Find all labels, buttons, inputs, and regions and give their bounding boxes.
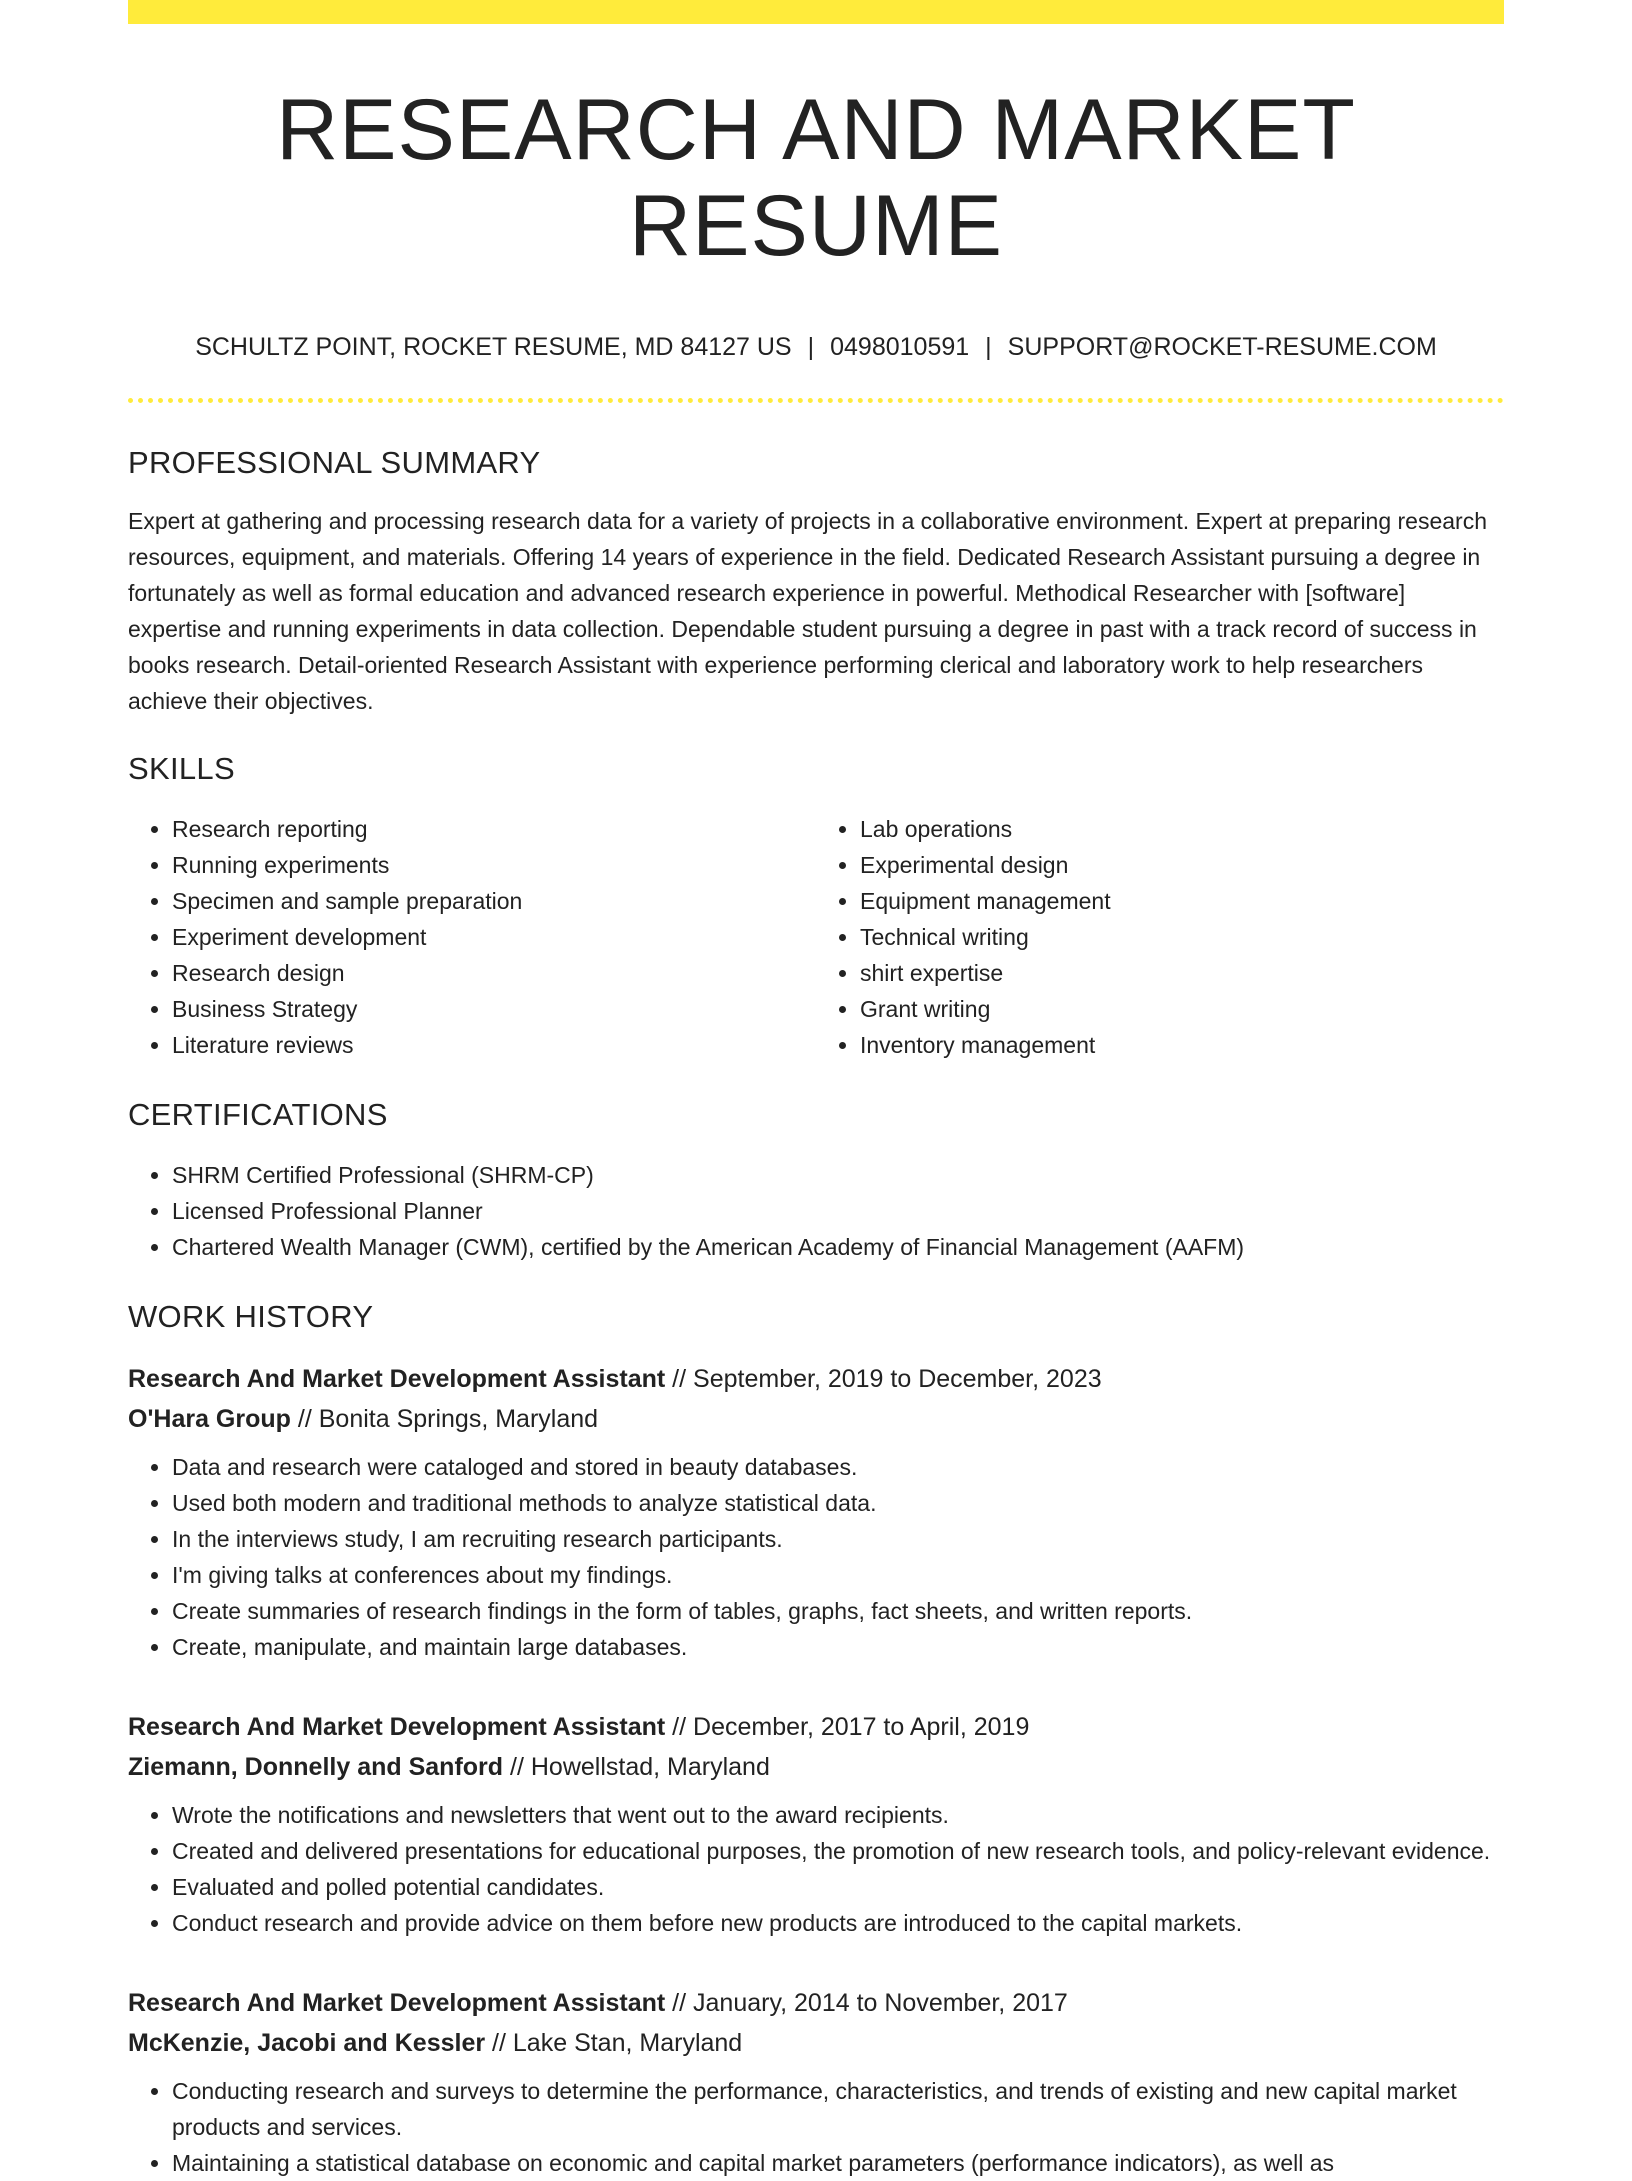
skill-item: • Grant writing	[860, 991, 1504, 1027]
summary-heading: PROFESSIONAL SUMMARY	[128, 445, 541, 480]
job-bullet: • Create summaries of research findings in the form of tables, graphs, fact sheets, and written reports.	[172, 1593, 1504, 1629]
skills-heading: SKILLS	[128, 751, 235, 786]
job-role: Research And Market Development Assistant	[128, 1365, 666, 1393]
skill-item: • Research design	[172, 955, 816, 991]
contact-line	[128, 332, 1504, 362]
resume-content	[128, 0, 1504, 2181]
skill-item: • Experimental design	[860, 847, 1504, 883]
job-separator: //	[672, 1989, 687, 2017]
job-bullet: • Create, manipulate, and maintain large databases.	[172, 1629, 1504, 1665]
dotted-divider	[128, 398, 1504, 403]
job-bullet: • Used both modern and traditional methods to analyze statistical data.	[172, 1485, 1504, 1521]
certifications-list	[128, 1157, 1504, 1265]
job-role: Research And Market Development Assistant	[128, 1713, 666, 1741]
certification-item: • Licensed Professional Planner	[172, 1193, 1504, 1229]
skill-item: • Equipment management	[860, 883, 1504, 919]
job-company: Ziemann, Donnelly and Sanford	[128, 1753, 504, 1781]
job-dates: September, 2019 to December, 2023	[693, 1365, 1102, 1393]
job-role: Research And Market Development Assistant	[128, 1989, 666, 2017]
job-location: Howellstad, Maryland	[530, 1753, 770, 1781]
resume-title: RESEARCH AND MARKET RESUME	[276, 82, 1356, 274]
skill-item: • Lab operations	[860, 811, 1504, 847]
job-bullet: • Wrote the notifications and newsletters that went out to the award recipients.	[172, 1797, 1504, 1833]
job-title-line	[128, 1359, 1504, 1399]
job-separator: //	[672, 1365, 687, 1393]
job-entry	[128, 1359, 1504, 1665]
job-bullet: • Conducting research and surveys to determine the performance, characteristics, and trends of existing and new capital market products and services.	[172, 2073, 1504, 2145]
job-separator: //	[510, 1753, 524, 1781]
job-dates: January, 2014 to November, 2017	[693, 1989, 1068, 2017]
work-history-list	[128, 1359, 1504, 2181]
job-bullet: • Conduct research and provide advice on them before new products are introduced to the capital markets.	[172, 1905, 1504, 1941]
job-separator: //	[492, 2029, 506, 2057]
job-location: Bonita Springs, Maryland	[318, 1405, 599, 1433]
job-separator: //	[297, 1405, 312, 1433]
contact-email: SUPPORT@ROCKET-RESUME.COM	[1007, 333, 1437, 361]
job-separator: //	[672, 1713, 687, 1741]
skill-item: • Research reporting	[172, 811, 816, 847]
contact-phone: 0498010591	[830, 333, 970, 361]
contact-separator: |	[807, 333, 815, 361]
job-entry	[128, 1707, 1504, 1941]
job-location: Lake Stan, Maryland	[512, 2029, 743, 2057]
skills-grid	[128, 811, 1504, 1063]
job-title-line	[128, 1707, 1504, 1747]
job-bullets	[128, 2073, 1504, 2181]
summary-text: Expert at gathering and processing research data for a variety of projects in a collaborative environment. Expert at preparing research resources, equipment, and materials. Offering 14 years of experience in the field. Dedicated Research Assistant pursuing a degree in fortunately as well as formal education and advanced research experience in powerful. Methodical Researcher with [software] expertise and running experiments in data collection. Dependable student pursuing a degree in past with a track record of success in books research. Detail-oriented Research Assistant with experience performing clerical and laboratory work to help researchers achieve their objectives.	[128, 508, 1488, 714]
skills-left-list	[128, 811, 816, 1063]
skill-item: • Business Strategy	[172, 991, 816, 1027]
certification-item: • SHRM Certified Professional (SHRM-CP)	[172, 1157, 1504, 1193]
skill-item: • Specimen and sample preparation	[172, 883, 816, 919]
work-history-heading: WORK HISTORY	[128, 1299, 374, 1334]
job-bullet: • I'm giving talks at conferences about my findings.	[172, 1557, 1504, 1593]
job-company-line	[128, 1399, 1504, 1439]
contact-separator: |	[985, 333, 992, 361]
job-company: McKenzie, Jacobi and Kessler	[128, 2029, 486, 2057]
skill-item: • Literature reviews	[172, 1027, 816, 1063]
job-bullets	[128, 1797, 1504, 1941]
job-bullet: • Evaluated and polled potential candidates.	[172, 1869, 1504, 1905]
job-bullet: • Created and delivered presentations for educational purposes, the promotion of new research tools, and policy-relevant evidence.	[172, 1833, 1504, 1869]
job-entry	[128, 1983, 1504, 2181]
contact-address: SCHULTZ POINT, ROCKET RESUME, MD 84127 US	[195, 333, 792, 361]
job-bullet: • Data and research were cataloged and stored in beauty databases.	[172, 1449, 1504, 1485]
skill-item: • Technical writing	[860, 919, 1504, 955]
job-bullets	[128, 1449, 1504, 1665]
skill-item: • shirt expertise	[860, 955, 1504, 991]
skill-item: • Inventory management	[860, 1027, 1504, 1063]
job-bullet: • In the interviews study, I am recruiting research participants.	[172, 1521, 1504, 1557]
skill-item: • Running experiments	[172, 847, 816, 883]
certification-item: • Chartered Wealth Manager (CWM), certified by the American Academy of Financial Management (AAFM)	[172, 1229, 1504, 1265]
job-company-line	[128, 1747, 1504, 1787]
job-bullet: • Maintaining a statistical database on economic and capital market parameters (performance indicators), as well as	[172, 2145, 1504, 2181]
job-dates: December, 2017 to April, 2019	[693, 1713, 1030, 1741]
job-company-line	[128, 2023, 1504, 2063]
skill-item: • Experiment development	[172, 919, 816, 955]
certifications-heading: CERTIFICATIONS	[128, 1097, 388, 1132]
job-company: O'Hara Group	[128, 1405, 291, 1433]
skills-right-list	[816, 811, 1504, 1063]
job-title-line	[128, 1983, 1504, 2023]
